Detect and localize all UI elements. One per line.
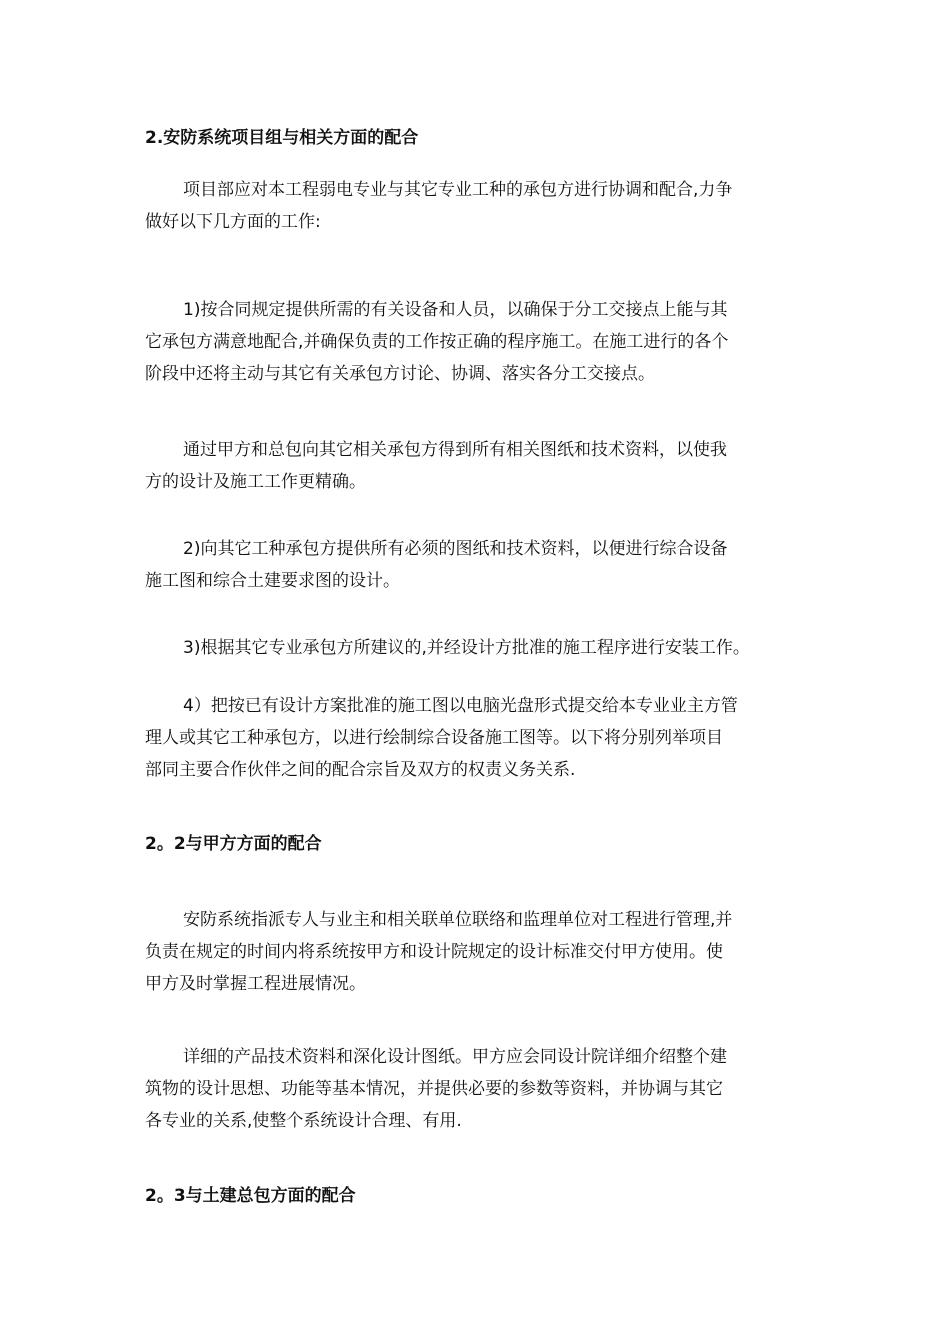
text-line: 负责在规定的时间内将系统按甲方和设计院规定的设计标准交付甲方使用。使 bbox=[145, 942, 723, 962]
section-heading-2: 2.安防系统项目组与相关方面的配合 bbox=[145, 128, 419, 148]
paragraph-coordination-intro bbox=[145, 174, 805, 238]
text-line: 各专业的关系,使整个系统设计合理、有用. bbox=[145, 1111, 462, 1131]
paragraph-item-1 bbox=[145, 294, 805, 390]
text-line: 它承包方满意地配合,并确保负责的工作按正确的程序施工。在施工进行的各个 bbox=[145, 332, 729, 352]
text-line: 做好以下几方面的工作: bbox=[145, 212, 321, 232]
paragraph-item-3 bbox=[145, 632, 805, 664]
text-line: 3)根据其它专业承包方所建议的,并经设计方批准的施工程序进行安装工作。 bbox=[183, 638, 750, 658]
paragraph-drawings-from-owner bbox=[145, 434, 805, 498]
text-line: 项目部应对本工程弱电专业与其它专业工种的承包方进行协调和配合,力争 bbox=[183, 180, 733, 200]
text-line: 通过甲方和总包向其它相关承包方得到所有相关图纸和技术资料，以使我 bbox=[183, 440, 727, 460]
text-line: 4）把按已有设计方案批准的施工图以电脑光盘形式提交给本专业业主方管 bbox=[183, 696, 738, 716]
text-line: 施工图和综合土建要求图的设计。 bbox=[145, 571, 400, 591]
text-line: 筑物的设计思想、功能等基本情况，并提供必要的参数等资料，并协调与其它 bbox=[145, 1079, 723, 1099]
paragraph-item-4 bbox=[145, 690, 805, 786]
section-heading-2-3: 2。3与土建总包方面的配合 bbox=[145, 1186, 356, 1206]
section-heading-2-2: 2。2与甲方方面的配合 bbox=[145, 834, 322, 854]
paragraph-design-materials bbox=[145, 1041, 805, 1137]
text-line: 1)按合同规定提供所需的有关设备和人员，以确保于分工交接点上能与其 bbox=[183, 300, 728, 320]
text-line: 方的设计及施工工作更精确。 bbox=[145, 472, 366, 492]
text-line: 甲方及时掌握工程进展情况。 bbox=[145, 974, 366, 994]
paragraph-item-2 bbox=[145, 533, 805, 597]
paragraph-owner-coordination bbox=[145, 904, 805, 1000]
text-line: 2)向其它工种承包方提供所有必须的图纸和技术资料，以便进行综合设备 bbox=[183, 539, 728, 559]
text-line: 理人或其它工种承包方，以进行绘制综合设备施工图等。以下将分别列举项目 bbox=[145, 728, 723, 748]
text-line: 详细的产品技术资料和深化设计图纸。甲方应会同设计院详细介绍整个建 bbox=[183, 1047, 727, 1067]
text-line: 阶段中还将主动与其它有关承包方讨论、协调、落实各分工交接点。 bbox=[145, 364, 655, 384]
text-line: 部同主要合作伙伴之间的配合宗旨及双方的权责义务关系. bbox=[145, 760, 576, 780]
text-line: 安防系统指派专人与业主和相关联单位联络和监理单位对工程进行管理,并 bbox=[183, 910, 733, 930]
